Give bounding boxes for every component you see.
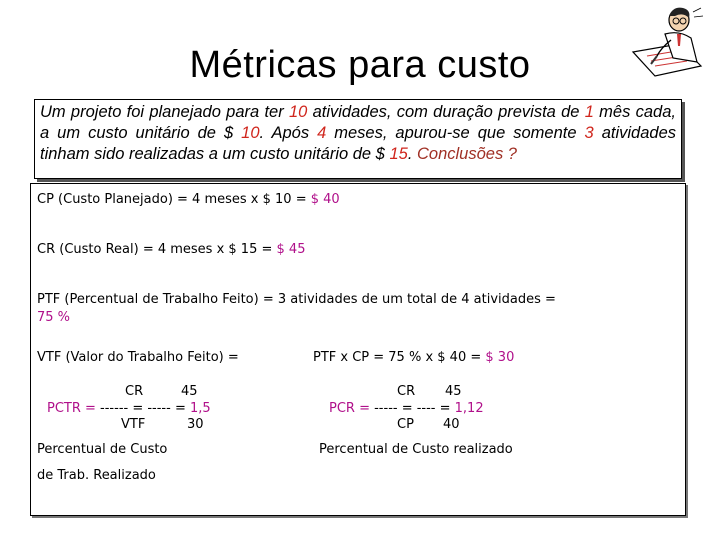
cr-line <box>37 242 305 257</box>
intro-value-real-cost: 15 <box>389 145 408 163</box>
pcr-label: PCR = <box>329 401 370 416</box>
cp-line <box>37 192 340 207</box>
scientist-writing-icon <box>627 4 709 80</box>
cp-text: CP (Custo Planejado) = 4 meses x $ 10 = <box>37 192 311 207</box>
pctr-result: 1,5 <box>189 401 211 416</box>
vtf-label: VTF (Valor do Trabalho Feito) = <box>37 350 239 365</box>
ptf-text: PTF (Percentual de Trabalho Feito) = 3 atividades de um total de 4 atividades = <box>37 292 556 307</box>
cr-text: CR (Custo Real) = 4 meses x $ 15 = <box>37 242 277 257</box>
intro-text: atividades tinham sido realizadas a um custo unitário de $ <box>40 124 677 163</box>
intro-value-activities: 10 <box>288 103 308 121</box>
pctr-equation <box>47 401 211 416</box>
cr-value: $ 45 <box>276 242 306 257</box>
pcr-denominator-label: CP <box>397 417 414 432</box>
intro-value-months: 4 <box>317 124 327 142</box>
intro-value-done: 3 <box>584 124 594 142</box>
intro-text: mês cada, a um custo unitário de $ <box>40 103 676 142</box>
pcr-result: 1,12 <box>454 401 484 416</box>
pcr-fraction-line: ----- = ---- = <box>369 401 455 416</box>
pcr-numerator-label: CR <box>397 384 416 399</box>
intro-text: . <box>407 145 417 163</box>
pcr-equation <box>329 401 484 416</box>
pctr-numerator-value: 45 <box>181 384 198 399</box>
intro-value-unit-cost: 10 <box>241 124 260 142</box>
pctr-caption-2: de Trab. Realizado <box>37 468 156 483</box>
vtf-value: $ 30 <box>485 350 515 365</box>
ptf-value: 75 % <box>37 310 71 325</box>
intro-text: . Após <box>259 124 318 142</box>
pcr-caption: Percentual de Custo realizado <box>319 442 513 457</box>
vtf-formula: PTF x CP = 75 % x $ 40 = <box>313 350 486 365</box>
pctr-label: PCTR = <box>47 401 96 416</box>
intro-text: Um projeto foi planejado para ter <box>40 103 289 121</box>
vtf-line <box>313 350 514 365</box>
problem-statement <box>34 99 682 179</box>
intro-text: atividades, com duração prevista de <box>307 103 585 121</box>
page-title: Métricas para custo <box>189 44 531 86</box>
pcr-numerator-value: 45 <box>445 384 462 399</box>
pctr-denominator-value: 30 <box>187 417 204 432</box>
pctr-numerator-label: CR <box>125 384 144 399</box>
intro-value-duration: 1 <box>584 103 594 121</box>
pctr-denominator-label: VTF <box>121 417 146 432</box>
cp-value: $ 40 <box>310 192 340 207</box>
metrics-panel <box>30 183 686 516</box>
intro-conclusion: Conclusões ? <box>416 145 517 163</box>
pctr-caption-1: Percentual de Custo <box>37 442 168 457</box>
pctr-fraction-line: ------ = ----- = <box>95 401 190 416</box>
pcr-denominator-value: 40 <box>443 417 460 432</box>
intro-text: meses, apurou-se que somente <box>326 124 585 142</box>
